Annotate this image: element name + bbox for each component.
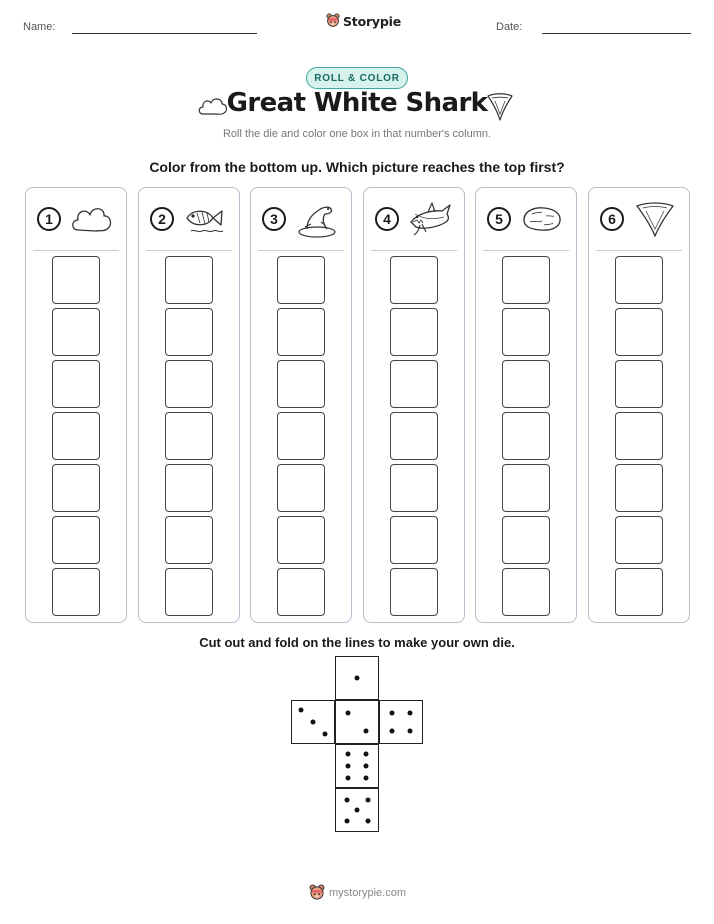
shark-tooth-icon <box>486 92 514 122</box>
color-box[interactable] <box>502 464 550 512</box>
die-pip <box>408 729 413 734</box>
shark-icon <box>408 200 452 238</box>
color-box[interactable] <box>52 516 100 564</box>
color-box[interactable] <box>390 360 438 408</box>
color-box[interactable] <box>52 568 100 616</box>
column-divider <box>371 250 457 251</box>
color-box[interactable] <box>615 516 663 564</box>
rock-icon <box>520 200 564 238</box>
color-box[interactable] <box>165 360 213 408</box>
color-box[interactable] <box>390 464 438 512</box>
die-face-3 <box>291 700 335 744</box>
die-pip <box>364 752 369 757</box>
column-divider <box>146 250 232 251</box>
roll-column-3 <box>250 187 352 623</box>
column-divider <box>258 250 344 251</box>
die-pip <box>345 752 350 757</box>
color-box[interactable] <box>165 464 213 512</box>
roll-column-6 <box>588 187 690 623</box>
coloring-instruction: Color from the bottom up. Which picture reaches the top first? <box>149 159 565 175</box>
activity-badge: ROLL & COLOR <box>306 67 408 89</box>
cut-instruction: Cut out and fold on the lines to make your own die. <box>199 635 515 650</box>
page-subtitle: Roll the die and color one box in that number's column. <box>222 128 492 140</box>
column-number: 2 <box>150 207 174 231</box>
column-divider <box>483 250 569 251</box>
die-pip <box>345 775 350 780</box>
die-pip <box>364 729 369 734</box>
color-box[interactable] <box>277 256 325 304</box>
die-pip <box>345 710 350 715</box>
name-field-line[interactable] <box>72 33 257 34</box>
column-number: 3 <box>262 207 286 231</box>
column-divider <box>596 250 682 251</box>
color-box[interactable] <box>52 308 100 356</box>
roll-column-2 <box>138 187 240 623</box>
column-number: 1 <box>37 207 61 231</box>
fish-icon <box>183 200 227 238</box>
color-box[interactable] <box>502 412 550 460</box>
footer <box>309 884 406 902</box>
brand-name: Storypie <box>343 13 401 29</box>
color-box[interactable] <box>390 516 438 564</box>
die-pip <box>299 708 304 713</box>
die-pip <box>311 720 316 725</box>
storypie-bear-logo-icon <box>309 884 325 902</box>
shark-tooth-icon <box>633 200 677 238</box>
die-pip <box>355 808 360 813</box>
color-box[interactable] <box>615 568 663 616</box>
color-box[interactable] <box>390 568 438 616</box>
roll-column-5 <box>475 187 577 623</box>
color-box[interactable] <box>165 516 213 564</box>
footer-url: mystorypie.com <box>329 887 407 899</box>
die-pip <box>345 764 350 769</box>
color-box[interactable] <box>52 360 100 408</box>
column-divider <box>33 250 119 251</box>
storypie-bear-logo-icon <box>326 13 340 29</box>
die-pip <box>355 676 360 681</box>
color-box[interactable] <box>277 568 325 616</box>
date-label: Date: <box>496 21 523 33</box>
die-pip <box>389 729 394 734</box>
color-box[interactable] <box>390 412 438 460</box>
color-box[interactable] <box>277 464 325 512</box>
column-number: 5 <box>487 207 511 231</box>
color-box[interactable] <box>277 516 325 564</box>
color-box[interactable] <box>277 412 325 460</box>
name-label: Name: <box>23 21 56 33</box>
die-pip <box>389 710 394 715</box>
color-box[interactable] <box>52 412 100 460</box>
die-face-5 <box>335 788 379 832</box>
color-box[interactable] <box>165 412 213 460</box>
color-box[interactable] <box>615 256 663 304</box>
color-box[interactable] <box>615 412 663 460</box>
die-pip <box>364 764 369 769</box>
column-number: 6 <box>600 207 624 231</box>
color-box[interactable] <box>502 516 550 564</box>
color-box[interactable] <box>502 256 550 304</box>
column-number: 4 <box>375 207 399 231</box>
roll-column-4 <box>363 187 465 623</box>
seal-icon <box>295 200 339 238</box>
color-box[interactable] <box>502 568 550 616</box>
color-box[interactable] <box>52 464 100 512</box>
color-box[interactable] <box>615 464 663 512</box>
die-pip <box>365 797 370 802</box>
die-pip <box>344 818 349 823</box>
color-box[interactable] <box>390 256 438 304</box>
die-pip <box>344 797 349 802</box>
die-pip <box>365 818 370 823</box>
color-box[interactable] <box>615 360 663 408</box>
die-pip <box>408 710 413 715</box>
page-title: Great White Shark <box>226 88 488 118</box>
roll-column-1 <box>25 187 127 623</box>
die-pip <box>364 775 369 780</box>
color-box[interactable] <box>165 308 213 356</box>
die-face-4 <box>379 700 423 744</box>
color-box[interactable] <box>502 360 550 408</box>
die-face-2 <box>335 700 379 744</box>
die-face-6 <box>335 744 379 788</box>
color-box[interactable] <box>165 256 213 304</box>
brand-logo <box>326 13 401 29</box>
color-box[interactable] <box>52 256 100 304</box>
die-pip <box>322 731 327 736</box>
color-box[interactable] <box>165 568 213 616</box>
color-box[interactable] <box>502 308 550 356</box>
die-face-1 <box>335 656 379 700</box>
color-box[interactable] <box>277 308 325 356</box>
date-field-line[interactable] <box>542 33 691 34</box>
color-box[interactable] <box>390 308 438 356</box>
cloud-icon <box>70 200 114 238</box>
color-box[interactable] <box>277 360 325 408</box>
color-box[interactable] <box>615 308 663 356</box>
